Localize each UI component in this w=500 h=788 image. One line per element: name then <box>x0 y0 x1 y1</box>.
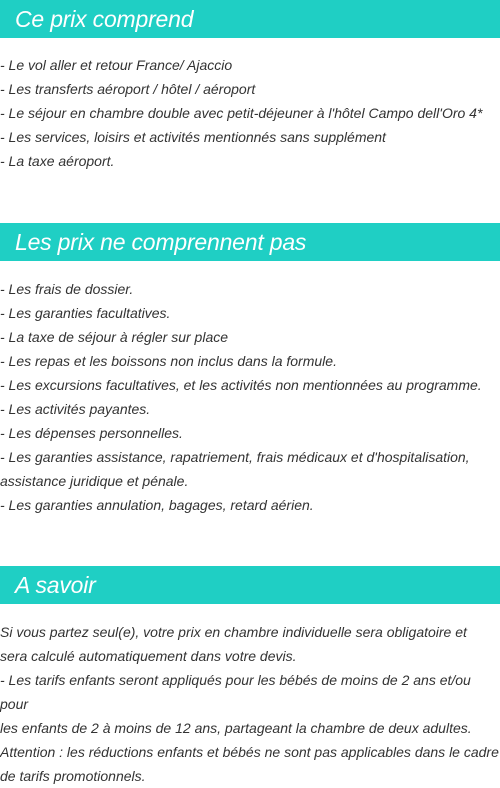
list-item: - Les garanties assistance, rapatriement, frais médicaux et d'hospitalisation, <box>0 449 470 465</box>
list-item: - Le vol aller et retour France/ Ajaccio <box>0 57 233 73</box>
list-item: - Les garanties facultatives. <box>0 305 171 321</box>
list-item: Attention : les réductions enfants et bébés ne sont pas applicables dans le cadre <box>0 744 499 760</box>
section-heading: Les prix ne comprennent pas <box>0 223 500 261</box>
list-item: - Les tarifs enfants seront appliqués pour les bébés de moins de 2 ans et/ou pour <box>0 672 471 712</box>
list-item: - Les transferts aéroport / hôtel / aéroport <box>0 81 256 97</box>
section-heading: Ce prix comprend <box>0 0 500 38</box>
section-price-excludes <box>0 223 500 517</box>
list-item: - Les garanties annulation, bagages, retard aérien. <box>0 497 314 513</box>
list-item: - La taxe aéroport. <box>0 153 115 169</box>
list-item: les enfants de 2 à moins de 12 ans, partageant la chambre de deux adultes. <box>0 720 472 736</box>
included-list <box>0 53 500 173</box>
list-item: - La taxe de séjour à régler sur place <box>0 329 229 345</box>
section-price-includes <box>0 0 500 173</box>
list-item: de tarifs promotionnels. <box>0 768 146 784</box>
list-item: - Les repas et les boissons non inclus dans la formule. <box>0 353 337 369</box>
list-item: - Les excursions facultatives, et les activités non mentionnées au programme. <box>0 377 482 393</box>
list-item: - Les activités payantes. <box>0 401 151 417</box>
list-item: - Le séjour en chambre double avec petit-déjeuner à l'hôtel Campo dell'Oro 4* <box>0 105 483 121</box>
section-heading: A savoir <box>0 566 500 604</box>
section-good-to-know <box>0 566 500 788</box>
list-item: - Les dépenses personnelles. <box>0 425 183 441</box>
excluded-list <box>0 277 500 517</box>
list-item: - Les frais de dossier. <box>0 281 134 297</box>
list-item: - Les services, loisirs et activités mentionnés sans supplément <box>0 129 386 145</box>
info-list <box>0 620 500 788</box>
list-item: assistance juridique et pénale. <box>0 473 189 489</box>
list-item: Si vous partez seul(e), votre prix en chambre individuelle sera obligatoire et <box>0 624 467 640</box>
list-item: sera calculé automatiquement dans votre devis. <box>0 648 297 664</box>
